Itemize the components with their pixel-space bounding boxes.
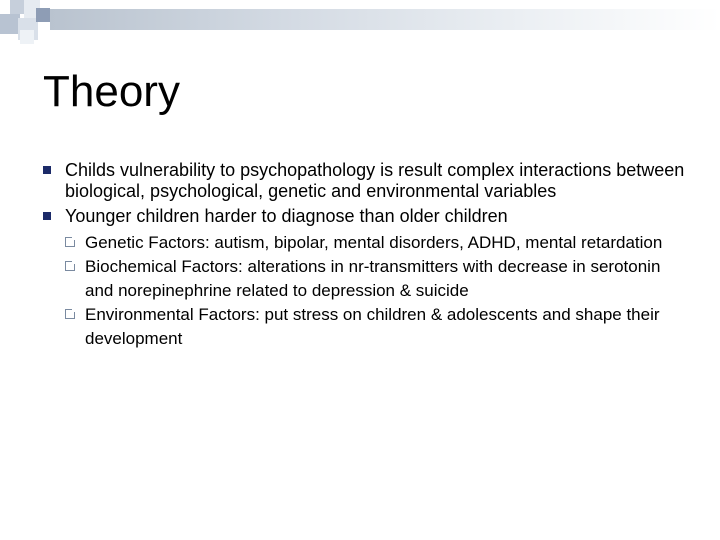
square-bullet-icon <box>43 166 51 174</box>
slide-body <box>40 160 690 351</box>
slide-title: Theory <box>43 67 180 116</box>
sub-bullet-text: Biochemical Factors: alterations in nr-transmitters with decrease in serotonin and norepinephrine related to depression & suicide <box>85 257 661 300</box>
bullet-item <box>40 160 690 202</box>
bullet-text: Younger children harder to diagnose than older children <box>65 206 508 226</box>
bullet-item <box>40 206 690 227</box>
header-gradient-bar <box>50 9 720 30</box>
hollow-square-bullet-icon <box>65 237 75 247</box>
square-bullet-icon <box>43 212 51 220</box>
hollow-square-bullet-icon <box>65 309 75 319</box>
sub-bullet-item <box>40 231 690 255</box>
sub-bullet-item <box>40 303 690 351</box>
hollow-square-bullet-icon <box>65 261 75 271</box>
sub-bullet-text: Environmental Factors: put stress on children & adolescents and shape their development <box>85 305 660 348</box>
sub-bullet-text: Genetic Factors: autism, bipolar, mental disorders, ADHD, mental retardation <box>85 233 663 252</box>
bullet-text: Childs vulnerability to psychopathology is result complex interactions between biological, psychological, genetic and environmental variables <box>65 160 685 201</box>
sub-bullet-item <box>40 255 690 303</box>
